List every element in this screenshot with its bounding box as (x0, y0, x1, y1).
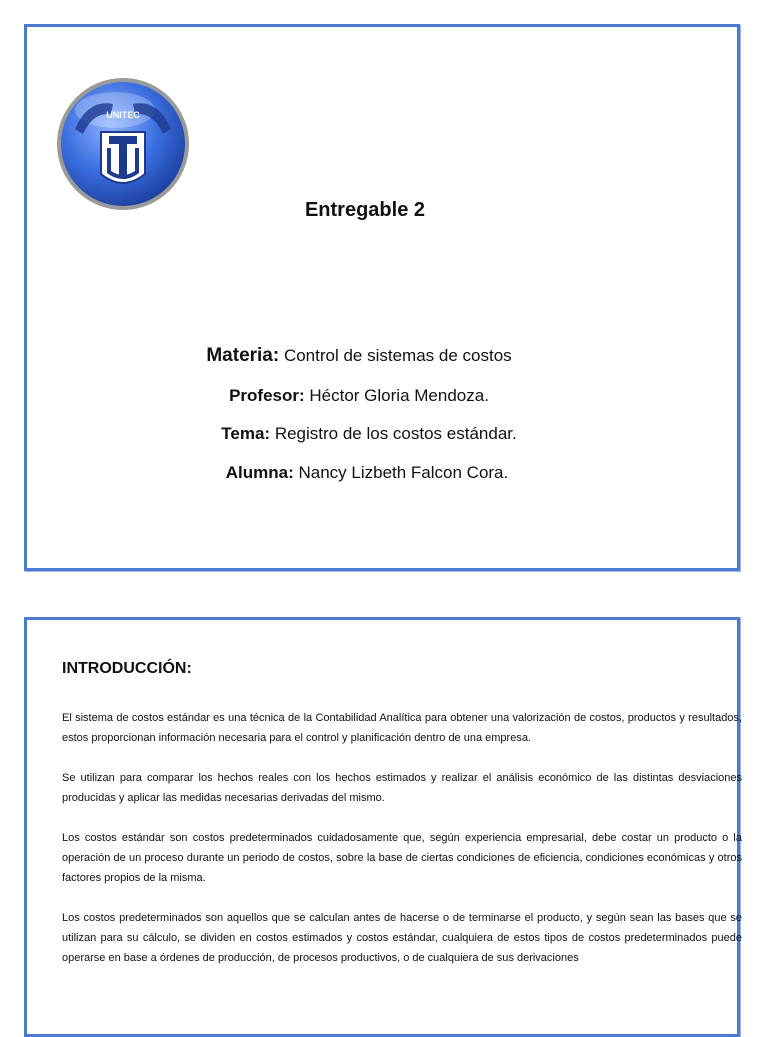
introduction-page (24, 617, 740, 1037)
materia-line (1, 345, 717, 367)
intro-paragraph: Los costos estándar son costos predeterminados cuidadosamente que, según experiencia empresarial, debe costar un producto o la operación de un proceso durante un periodo de costos, sobre la base de ciertas condiciones de eficiencia, condiciones económicas y otros factores propios de la misma. (62, 832, 742, 884)
tema-value: Registro de los costos estándar. (274, 424, 517, 443)
alumna-label: Alumna: (225, 463, 294, 482)
cover-page (24, 24, 740, 571)
materia-value: Control de sistemas de costos (283, 346, 512, 365)
intro-paragraph: Se utilizan para comparar los hechos reales con los hechos estimados y realizar el análisis económico de las distintas desviaciones producidas y aplicar las medidas necesarias derivadas del mismo. (62, 772, 742, 804)
document-title: Entregable 2 (304, 199, 426, 221)
materia-label: Materia: (206, 345, 280, 366)
tema-label: Tema: (221, 424, 271, 443)
intro-paragraph: Los costos predeterminados son aquellos que se calculan antes de hacerse o de terminarse el producto, y según sean las bases que se utilizan para su cálculo, se dividen en costos estimados y costos estándar, cualquiera de estos tipos de costos predeterminados puede operarse en base a órdenes de producción, de procesos productivos, o de cualquiera de sus derivaciones (62, 912, 742, 964)
alumna-value: Nancy Lizbeth Falcon Cora. (298, 463, 509, 482)
profesor-line (1, 386, 717, 406)
tema-line (11, 424, 727, 444)
intro-paragraph: El sistema de costos estándar es una técnica de la Contabilidad Analítica para obtener una valorización de costos, productos y resultados, estos proporcionan información necesaria para el control y planificación dentro de una empresa. (62, 712, 742, 744)
logo-text: UNITEC (106, 110, 140, 120)
alumna-line (9, 463, 725, 483)
unitec-logo (53, 74, 193, 214)
introduction-body (62, 708, 742, 988)
profesor-label: Profesor: (229, 386, 305, 405)
introduction-heading: INTRODUCCIÓN: (62, 660, 192, 677)
profesor-value: Héctor Gloria Mendoza. (309, 386, 489, 405)
